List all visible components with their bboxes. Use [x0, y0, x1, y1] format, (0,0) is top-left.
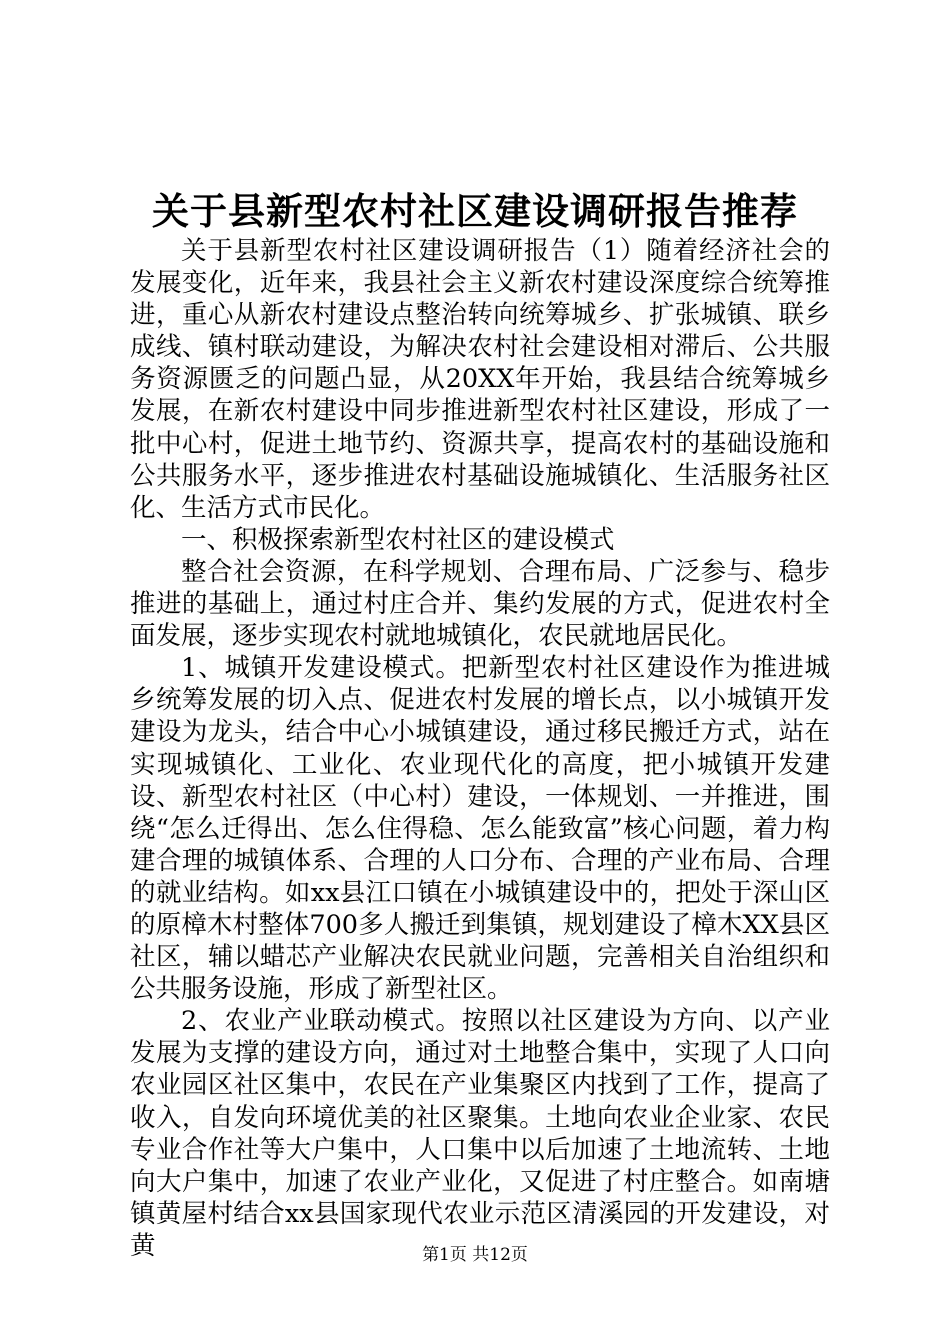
paragraph-intro: 关于县新型农村社区建设调研报告（1）随着经济社会的发展变化，近年来，我县社会主义新农村建设深度综合统筹推进，重心从新农村建设点整治转向统筹城乡、扩张城镇、联乡成线、镇村联动建设，为解决农村社会建设相对滞后、公共服务资源匮乏的问题凸显，从20XX年开始，我县结合统筹城乡发展，在新农村建设中同步推进新型农村社区建设，形成了一批中心村，促进土地节约、资源共享，提高农村的基础设施和公共服务水平，逐步推进农村基础设施城镇化、生活服务社区化、生活方式市民化。: [130, 236, 830, 523]
paragraph-model-1: 1、城镇开发建设模式。把新型农村社区建设作为推进城乡统筹发展的切入点、促进农村发展的增长点，以小城镇开发建设为龙头，结合中心小城镇建设，通过移民搬迁方式，站在实现城镇化、工业化、农业现代化的高度，把小城镇开发建设、新型农村社区（中心村）建设，一体规划、一并推进，围绕“怎么迁得出、怎么住得稳、怎么能致富”核心问题，着力构建合理的城镇体系、合理的人口分布、合理的产业布局、合理的就业结构。如xx县江口镇在小城镇建设中的，把处于深山区的原樟木村整体700多人搬迁到集镇，规划建设了樟木XX县区社区，辅以蜡芯产业解决农民就业问题，完善相关自治组织和公共服务设施，形成了新型社区。: [130, 653, 830, 1005]
paragraph-section-1-intro: 整合社会资源，在科学规划、合理布局、广泛参与、稳步推进的基础上，通过村庄合并、集约发展的方式，促进农村全面发展，逐步实现农村就地城镇化，农民就地居民化。: [130, 556, 830, 652]
paragraph-model-2: 2、农业产业联动模式。按照以社区建设为方向、以产业发展为支撑的建设方向，通过对土地整合集中，实现了人口向农业园区社区集中，农民在产业集聚区内找到了工作，提高了收入，自发向环境优美的社区聚集。土地向农业企业家、农民专业合作社等大户集中，人口集中以后加速了土地流转、土地向大户集中，加速了农业产业化，又促进了村庄整合。如南塘镇黄屋村结合xx县国家现代农业示范区清溪园的开发建设，对黄: [130, 1006, 830, 1261]
document-title: 关于县新型农村社区建设调研报告推荐: [152, 189, 798, 233]
document-body: [130, 235, 830, 1262]
section-heading-1: 一、积极探索新型农村社区的建设模式: [181, 524, 615, 555]
page-footer: 第1页 共12页: [422, 1245, 528, 1265]
